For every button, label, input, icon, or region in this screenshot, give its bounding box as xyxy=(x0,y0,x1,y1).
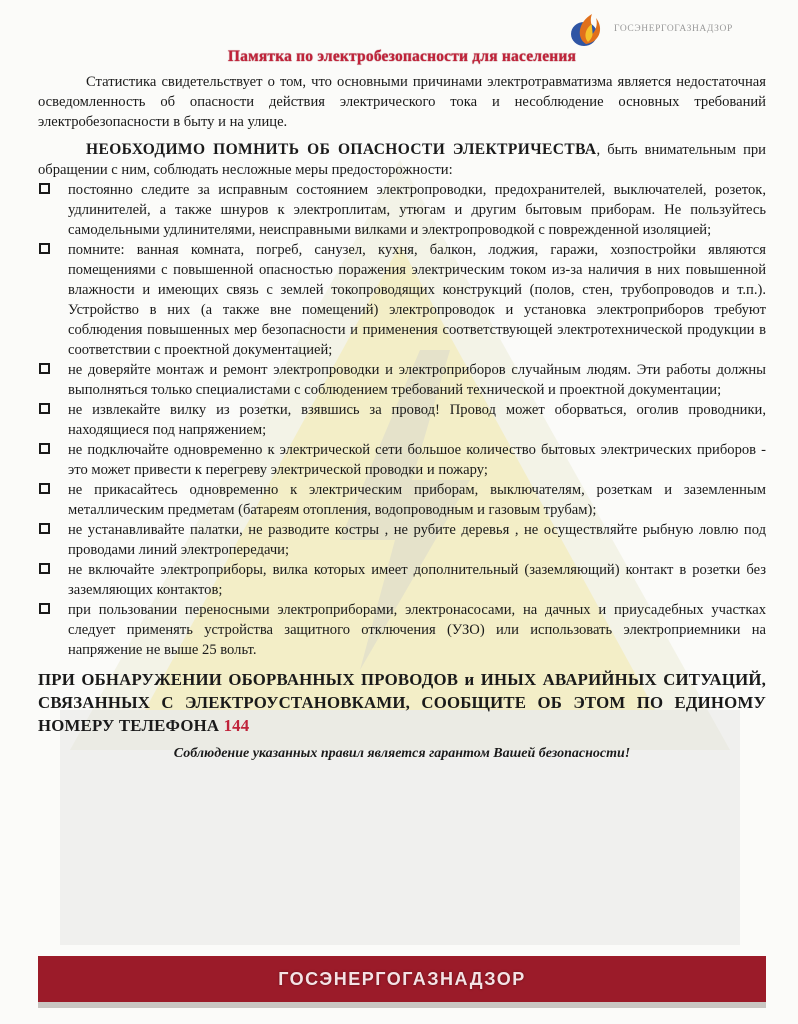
intro-paragraph: Статистика свидетельствует о том, что основными причинами электротравматизма является недостаточная осведомленность об опасности действия электрического тока и несоблюдение основных требований электробезопасности в быту и на улице. xyxy=(38,74,766,130)
checkbox-bullet-icon xyxy=(39,243,50,254)
footer-org-name: ГОСЭНЕРГОГАЗНАДЗОР xyxy=(278,968,526,989)
checkbox-bullet-icon xyxy=(39,363,50,374)
rule-text: не подключайте одновременно к электрической сети большое количество бытовых электрических приборов - это может привести к перегреву электрической проводки и пожару; xyxy=(68,442,766,478)
rule-text: не прикасайтесь одновременно к электрическим приборам, выключателям, розеткам и заземленным металлическим предметам (батареям отопления, водопроводным и газовым трубам); xyxy=(68,482,766,518)
checkbox-bullet-icon xyxy=(39,603,50,614)
checkbox-bullet-icon xyxy=(39,483,50,494)
emergency-warning xyxy=(38,668,766,737)
closing-note: Соблюдение указанных правил является гарантом Вашей безопасности! xyxy=(173,746,631,761)
memo-content xyxy=(38,48,766,762)
rule-item xyxy=(38,520,766,560)
checkbox-bullet-icon xyxy=(39,443,50,454)
org-name-header: ГОСЭНЕРГОГАЗНАДЗОР xyxy=(614,24,733,34)
lead-paragraph xyxy=(38,140,766,180)
org-logo xyxy=(566,8,733,50)
emergency-warning-text: ПРИ ОБНАРУЖЕНИИ ОБОРВАННЫХ ПРОВОДОВ и ИНЫХ АВАРИЙНЫХ СИТУАЦИЙ, СВЯЗАННЫХ С ЭЛЕКТРОУСТАНОВКАМИ, СООБЩИТЕ ОБ ЭТОМ ПО ЕДИНОМУ НОМЕРУ ТЕЛЕФОНА xyxy=(38,670,766,735)
rule-item xyxy=(38,600,766,660)
rule-text: постоянно следите за исправным состоянием электропроводки, предохранителей, выключателей, розеток, удлинителей, а также шнуров к электроплитам, утюгам и другим бытовым приборам. Не пользуйтесь самодельными удлинителями, неисправными вилками и электропроводкой с поврежденной изоляцией; xyxy=(68,182,766,238)
rule-text: помните: ванная комната, погреб, санузел, кухня, балкон, лоджия, гаражи, хозпостройки являются помещениями с повышенной опасностью поражения электрическим током из-за наличия в них повышенной влажности и имеющих связь с землей токопроводящих конструкций (полов, стен, трубопроводов и т.п.). Устройство в них (а также вне помещений) электропроводок и установка электроприборов требуют соблюдения повышенных мер безопасности и применения соответствующей электротехнической продукции в соответствии с проектной документацией; xyxy=(68,242,766,358)
checkbox-bullet-icon xyxy=(39,563,50,574)
footer-shadow-strip xyxy=(38,1002,766,1008)
rule-text: при пользовании переносными электроприборами, электронасосами, на дачных и приусадебных участках следует применять устройства защитного отключения (УЗО) или использовать электроприемники на напряжение не выше 25 вольт. xyxy=(68,602,766,658)
flame-logo-icon xyxy=(566,8,608,50)
lead-heading: НЕОБХОДИМО ПОМНИТЬ ОБ ОПАСНОСТИ ЭЛЕКТРИЧЕСТВА xyxy=(86,141,597,158)
rule-item xyxy=(38,400,766,440)
emergency-phone-number: 144 xyxy=(223,716,250,735)
page-title: Памятка по электробезопасности для населения xyxy=(227,48,577,65)
checkbox-bullet-icon xyxy=(39,183,50,194)
checkbox-bullet-icon xyxy=(39,403,50,414)
rule-text: не извлекайте вилку из розетки, взявшись за провод! Провод может оборваться, оголив проводники, находящиеся под напряжением; xyxy=(68,402,766,438)
lead-text: , быть внимательным при обращении с ним, соблюдать несложные меры предосторожности: xyxy=(38,142,766,178)
rule-item xyxy=(38,560,766,600)
checkbox-bullet-icon xyxy=(39,523,50,534)
rule-text: не устанавливайте палатки, не разводите костры , не рубите деревья , не осуществляйте рыбную ловлю под проводами линий электропередачи; xyxy=(68,522,766,558)
rule-item xyxy=(38,480,766,520)
rule-item xyxy=(38,360,766,400)
footer-banner xyxy=(38,956,766,1002)
rule-item xyxy=(38,240,766,360)
rule-text: не включайте электроприборы, вилка которых имеет дополнительный (заземляющий) контакт в розетки без заземляющих контактов; xyxy=(68,562,766,598)
rule-text: не доверяйте монтаж и ремонт электропроводки и электроприборов случайным людям. Эти работы должны выполняться только специалистами с соблюдением требований технической и проектной документации; xyxy=(68,362,766,398)
rule-item xyxy=(38,180,766,240)
rule-item xyxy=(38,440,766,480)
